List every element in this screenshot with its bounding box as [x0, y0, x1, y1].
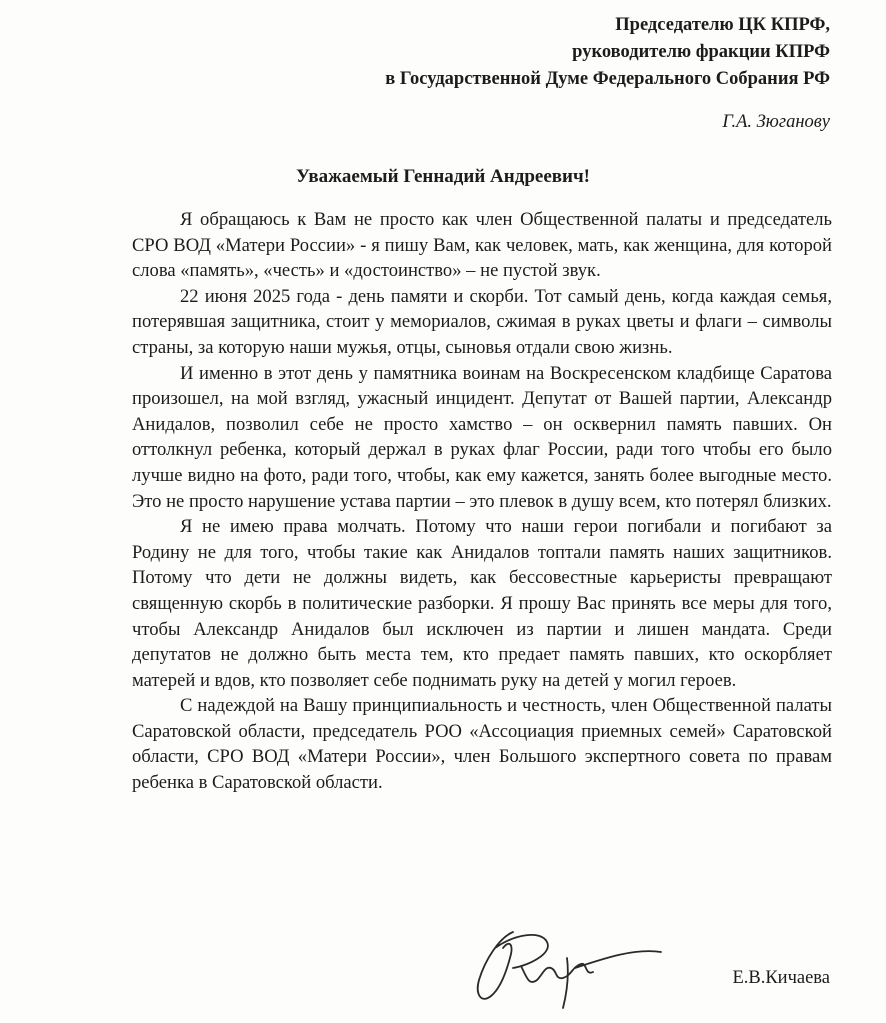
greeting: Уважаемый Геннадий Андреевич!	[295, 166, 591, 187]
handwritten-signature	[455, 918, 665, 1018]
paragraph: Я обращаюсь к Вам не просто как член Общественной палаты и председатель СРО ВОД «Матери России» - я пишу Вам, как человек, мать, как женщина, для которой слова «память», «честь» и «достоинство» – не пустой звук.	[132, 209, 832, 282]
addressee-line: руководителю фракции КПРФ	[572, 42, 830, 62]
addressee-name: Г.А. Зюганову	[722, 112, 830, 132]
paragraph: И именно в этот день у памятника воинам на Воскресенском кладбище Саратова произошел, на мой взгляд, ужасный инцидент. Депутат от Вашей партии, Александр Анидалов, позволил себе не просто хамство – он осквернил память павших. Он оттолкнул ребенка, который держал в руках флаг России, ради того чтобы его было лучше видно на фото, ради того, чтобы, как ему кажется, занять более выгодные место. Это не просто нарушение устава партии – это плевок в душу всем, кто потерял близких.	[132, 362, 832, 512]
paragraph: С надеждой на Вашу принципиальность и честность, член Общественной палаты Саратовской области, председатель РОО «Ассоциация приемных семей» Саратовской области, СРО ВОД «Матери России», член Большого экспертного совета по правам ребенка в Саратовской области.	[132, 695, 832, 794]
paragraph: 22 июня 2025 года - день памяти и скорби. Тот самый день, когда каждая семья, потерявшая защитника, стоит у мемориалов, сжимая в руках цветы и флаги – символы страны, за которую наши мужья, отцы, сыновья отдали свою жизнь.	[132, 285, 832, 358]
paragraph: Я не имею права молчать. Потому что наши герои погибали и погибают за Родину не для того, чтобы такие как Анидалов топтали память наших защитников. Потому что дети не должны видеть, как бессовестные карьеристы превращают священную скорбь в политические разборки. Я прошу Вас принять все меры для того, чтобы Александр Анидалов был исключен из партии и лишен мандата. Среди депутатов не должно быть места тем, кто предает память павших, кто оскорбляет матерей и вдов, кто позволяет себе поднимать руку на детей у могил героев.	[132, 516, 832, 691]
addressee-block	[385, 12, 830, 93]
addressee-line: в Государственной Думе Федерального Собрания РФ	[385, 69, 830, 89]
addressee-line: Председателю ЦК КПРФ,	[615, 15, 830, 35]
letter-body	[132, 207, 832, 796]
signer-name: Е.В.Кичаева	[732, 968, 830, 988]
